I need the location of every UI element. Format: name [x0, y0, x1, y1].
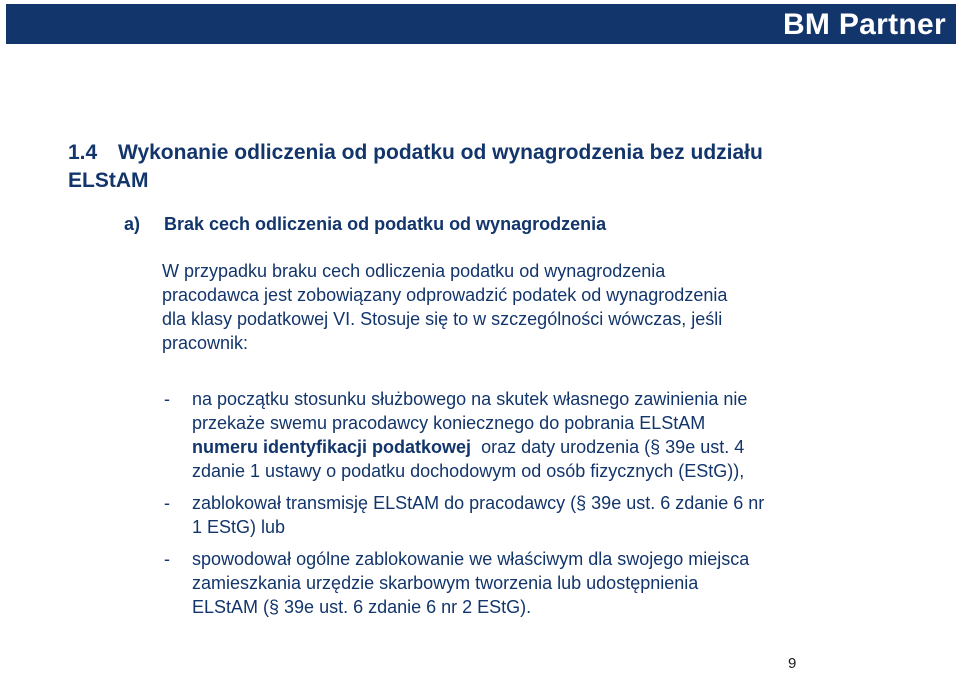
- list-item-line: ELStAM (§ 39e ust. 6 zdanie 6 nr 2 EStG).: [192, 597, 532, 617]
- list-item-line: spowodował ogólne zablokowanie we właściwym dla swojego miejsca: [192, 549, 750, 569]
- intro-line: dla klasy podatkowej VI. Stosuje się to w szczególności wówczas, jeśli: [162, 309, 723, 329]
- list-item-line: [192, 435, 882, 459]
- header-bar: [6, 4, 956, 44]
- section-title-line2: ELStAM: [68, 169, 149, 192]
- list-item-text: oraz daty urodzenia (§ 39e ust. 4: [471, 437, 745, 457]
- list-item-line: na początku stosunku służbowego na skutek własnego zawinienia nie: [192, 389, 748, 409]
- list-item-line: przekaże swemu pracodawcy koniecznego do pobrania ELStAM: [192, 413, 706, 433]
- list-item-line: 1 EStG) lub: [192, 517, 286, 537]
- intro-line: pracodawca jest zobowiązany odprowadzić podatek od wynagrodzenia: [162, 285, 728, 305]
- bullet-dash: -: [164, 493, 170, 513]
- condition-list: [162, 387, 882, 627]
- subsection-marker: a): [124, 214, 141, 234]
- intro-line: pracownik:: [162, 333, 249, 353]
- section-number: 1.4: [68, 141, 98, 164]
- list-item-line: zdanie 1 ustawy o podatku dochodowym od osób fizycznych (EStG)),: [192, 461, 745, 481]
- intro-paragraph: [162, 259, 862, 355]
- intro-line: W przypadku braku cech odliczenia podatku od wynagrodzenia: [162, 261, 666, 281]
- bullet-dash: -: [164, 549, 170, 569]
- subsection-title: Brak cech odliczenia od podatku od wynagrodzenia: [164, 214, 607, 234]
- list-item: [162, 547, 882, 619]
- list-item: [162, 491, 882, 539]
- section-title-line1: Wykonanie odliczenia od podatku od wynagrodzenia bez udziału: [118, 141, 763, 164]
- list-item: [162, 387, 882, 483]
- list-item-line: zablokował transmisję ELStAM do pracodawcy (§ 39e ust. 6 zdanie 6 nr: [192, 493, 765, 513]
- list-item-line: zamieszkania urzędzie skarbowym tworzenia lub udostępnienia: [192, 573, 699, 593]
- subsection-heading: [124, 214, 606, 235]
- brand-title: BM Partner: [782, 8, 946, 41]
- bullet-dash: -: [164, 389, 170, 409]
- section-title: [68, 139, 888, 195]
- tax-id-emphasis: numeru identyfikacji podatkowej: [192, 437, 472, 457]
- page-number: 9: [788, 655, 797, 672]
